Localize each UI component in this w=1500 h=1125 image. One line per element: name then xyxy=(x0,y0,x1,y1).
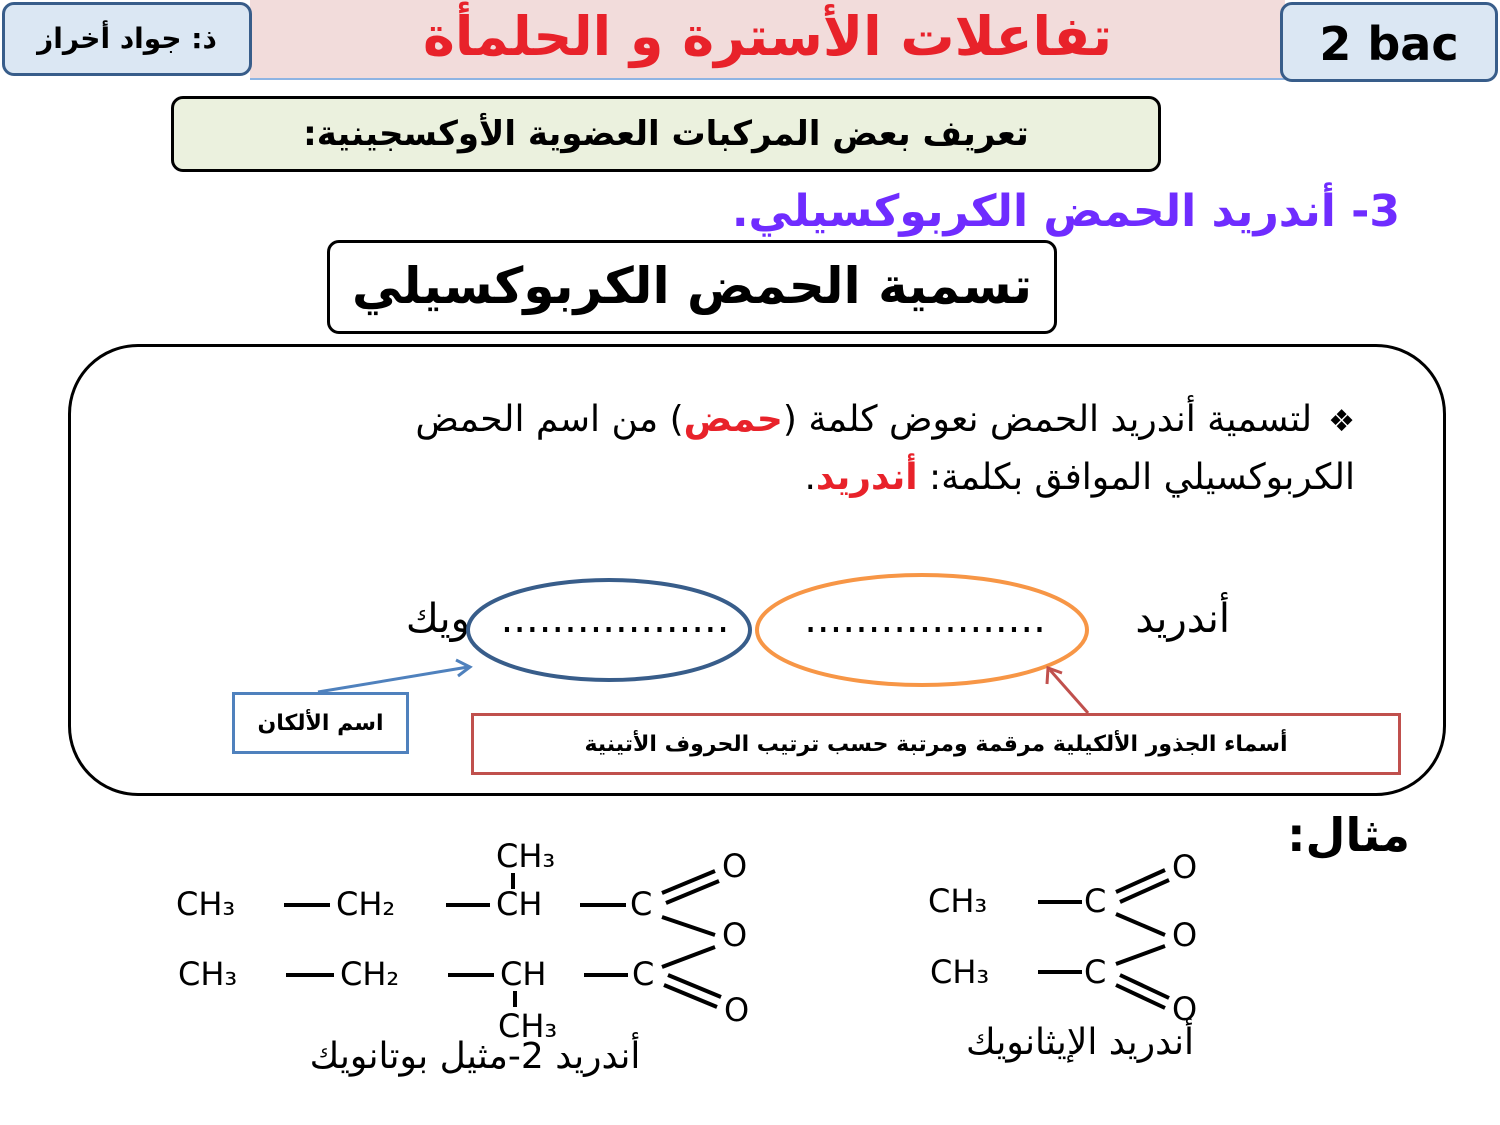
teacher-name: ذ: جواد أخراز xyxy=(37,22,217,55)
rule-highlight-anhydride: أندريد xyxy=(815,457,918,498)
rule-highlight-acid: حمض xyxy=(683,399,783,440)
bullet-icon: ❖ xyxy=(1328,404,1355,439)
formula-blank-alkyl: ................... xyxy=(804,596,1046,642)
alkyl-ellipse xyxy=(757,575,1087,685)
mol2-c-bottom: C xyxy=(632,955,655,993)
mol2-o-bridge: O xyxy=(722,916,748,954)
molecule-2-methylbutanoic-anhydride xyxy=(170,835,780,1045)
mol1-o-bridge: O xyxy=(1172,916,1198,954)
alkyl-arrow xyxy=(1050,670,1088,713)
mol2-o-top: O xyxy=(722,847,748,885)
mol2-ch3-bottom: CH₃ xyxy=(178,955,238,993)
subheading: 3- أندريد الحمض الكربوكسيلي. xyxy=(731,186,1400,237)
level-label: 2 bac xyxy=(1319,17,1459,71)
page-title: تفاعلات الأسترة و الحلمأة xyxy=(423,5,1112,68)
alkane-label: اسم الألكان xyxy=(232,692,409,754)
mol2-o-bottom: O xyxy=(724,991,750,1029)
alkyl-label: أسماء الجذور الألكيلية مرقمة ومرتبة حسب ترتيب الحروف الأتينية xyxy=(471,713,1401,775)
rule-part1: لتسمية أندريد الحمض نعوض كلمة ( xyxy=(782,399,1313,440)
alkane-arrow xyxy=(318,667,468,692)
naming-title: تسمية الحمض الكربوكسيلي xyxy=(352,257,1032,315)
mol1-o-bottom: O xyxy=(1172,990,1198,1028)
example-label: مثال: xyxy=(1287,808,1410,862)
mol2-ch-bottom: CH xyxy=(500,955,547,993)
alkane-ellipse xyxy=(468,580,750,680)
formula-suffix: ويك xyxy=(405,596,470,642)
mol1-o-top: O xyxy=(1172,848,1198,886)
mol2-ch2-top: CH₂ xyxy=(336,885,396,923)
formula-blank-alkane: .................. xyxy=(500,596,730,642)
molecule-ethanoic-anhydride xyxy=(920,840,1230,1030)
mol1-c-top: C xyxy=(1084,882,1107,920)
mol1-ch3-bottom: CH₃ xyxy=(930,953,990,991)
mol2-methyl-bottom: CH₃ xyxy=(498,1007,558,1045)
molecule1-name: أندريد الإيثانويك xyxy=(965,1022,1195,1063)
mol1-ch3-top: CH₃ xyxy=(928,882,988,920)
mol2-ch3-top: CH₃ xyxy=(176,885,236,923)
mol2-ch-top: CH xyxy=(496,885,543,923)
rule-part2: ) من اسم الحمض الكربوكسيلي الموافق بكلمة: xyxy=(415,399,1355,498)
molecule2-name: أندريد 2-مثيل بوتانويك xyxy=(309,1036,641,1077)
formula-prefix: أندريد xyxy=(1135,596,1230,642)
mol2-ch2-bottom: CH₂ xyxy=(340,955,400,993)
rule-part3: . xyxy=(804,457,816,498)
mol2-c-top: C xyxy=(630,885,653,923)
mol1-c-bottom: C xyxy=(1084,953,1107,991)
mol2-methyl-top: CH₃ xyxy=(496,837,556,875)
section-title: تعريف بعض المركبات العضوية الأوكسجينية: xyxy=(303,114,1029,154)
